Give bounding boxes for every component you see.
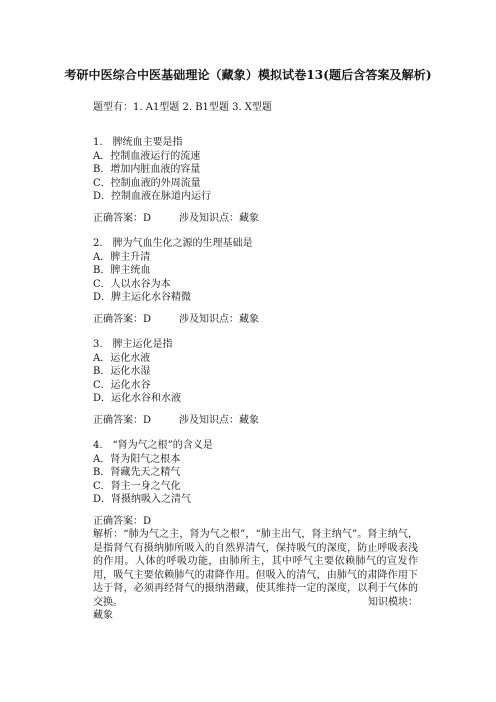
question-number: 2. [93, 238, 103, 249]
option-c: C．人以水谷为本 [93, 278, 171, 290]
correct-answer: 正确答案：D [93, 313, 152, 325]
answer-row [93, 212, 418, 226]
option-d: D．控制血液在脉道内运行 [93, 191, 212, 202]
question-stem: 脾统血主要是指 [112, 137, 183, 148]
answer-row [93, 515, 418, 529]
answer-row [93, 313, 418, 327]
question-4 [93, 439, 418, 623]
explanation-text: 解析：“肺为气之主，肾为气之根”，“肺主出气，肾主纳气”。肾主纳气，是指肾气有摄纳肺所吸入的自然界清气，保持吸气的深度，防止呼吸表浅的作用。人体的呼吸功能，由肺所主，其中呼气主要依赖肺气的宣发作用，吸气主要依赖肺气的肃降作用。但吸入的清气，由肺气的肃降作用下达于肾，必须再经肾气的摄纳潜藏，使其维持一定的深度，以利于气体的交换。 [93, 529, 418, 608]
option-a: A．脾主升清 [93, 251, 151, 263]
option-c: C．控制血液的外周流量 [93, 177, 201, 189]
correct-answer: 正确答案：D [93, 212, 152, 224]
knowledge-point: 涉及知识点：藏象 [179, 414, 259, 426]
option-a: A．控制血液运行的流速 [93, 150, 201, 162]
correct-answer: 正确答案：D [93, 414, 152, 426]
question-list [93, 136, 418, 635]
question-3 [93, 338, 418, 427]
question-number: 1. [93, 137, 103, 148]
question-stem: “肾为气之根”的含义是 [112, 440, 213, 451]
question-number: 3. [93, 339, 103, 350]
option-d: D．运化水谷和水液 [93, 393, 182, 404]
option-c: C．肾主一身之气化 [93, 480, 181, 492]
option-c: C．运化水谷 [93, 379, 151, 391]
option-a: A．运化水液 [93, 352, 151, 364]
question-stem: 脾为气血生化之源的生理基础是 [112, 238, 253, 249]
knowledge-point: 涉及知识点：藏象 [179, 212, 259, 224]
option-b: B．运化水湿 [93, 366, 151, 377]
question-2 [93, 237, 418, 326]
explanation [93, 528, 418, 609]
knowledge-module-label: 知识模块： [368, 596, 418, 608]
document-title: 考研中医综合中医基础理论（藏象）模拟试卷13(题后含答案及解析) [64, 68, 432, 82]
option-b: B．肾藏先天之精气 [93, 467, 181, 478]
option-b: B．脾主统血 [93, 265, 151, 276]
question-types-line: 题型有：1. A1型题 2. B1型题 3. X型题 [93, 102, 272, 113]
correct-answer: 正确答案：D [93, 515, 152, 527]
knowledge-point: 涉及知识点：藏象 [179, 313, 259, 325]
answer-row [93, 414, 418, 428]
question-stem: 脾主运化是指 [112, 339, 173, 350]
option-d: D．脾主运化水谷精微 [93, 292, 192, 303]
question-1 [93, 136, 418, 225]
knowledge-module-value: 藏象 [93, 610, 113, 621]
option-d: D．肾摄纳吸入之清气 [93, 494, 192, 505]
option-b: B．增加内脏血液的容量 [93, 164, 201, 175]
question-number: 4. [93, 440, 103, 451]
option-a: A．肾为阳气之根本 [93, 453, 181, 465]
